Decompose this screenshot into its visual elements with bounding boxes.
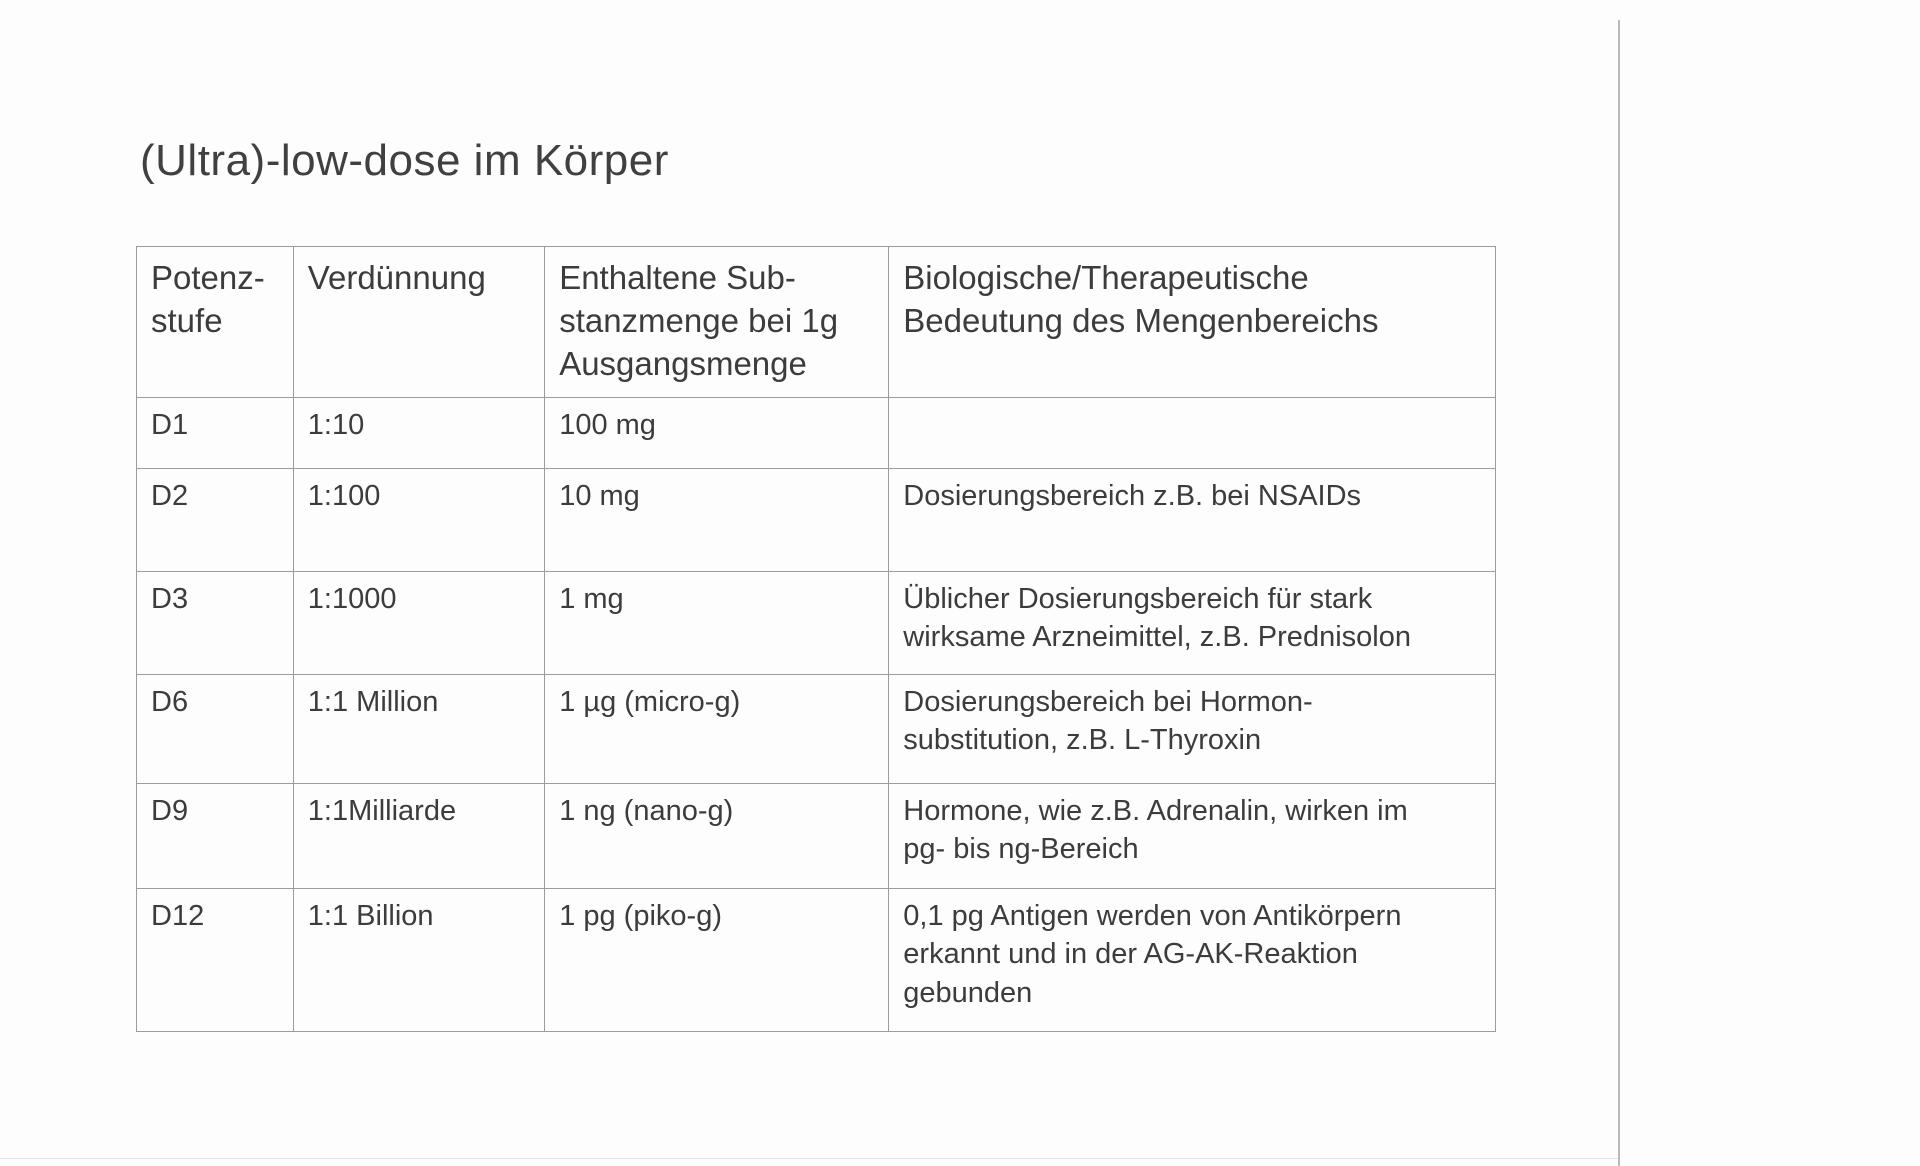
cell-verduennung: 1:1000: [293, 572, 544, 675]
cell-bedeutung: Dosierungsbereich bei Hormon- substitution, z.B. L-Thyroxin: [889, 675, 1496, 784]
table-row: [137, 572, 1496, 675]
cell-potenz: D2: [137, 469, 294, 572]
cell-bedeutung: Üblicher Dosierungsbereich für stark wirksame Arzneimittel, z.B. Prednisolon: [889, 572, 1496, 675]
page-title: (Ultra)-low-dose im Körper: [140, 136, 669, 185]
cell-verduennung: 1:10: [293, 398, 544, 469]
cell-verduennung: 1:1 Million: [293, 675, 544, 784]
table-header-row: [137, 247, 1496, 398]
header-bedeutung: Biologische/Therapeutische Bedeutung des Mengenbereichs: [889, 247, 1496, 398]
cell-bedeutung: [889, 398, 1496, 469]
cell-bedeutung: Dosierungsbereich z.B. bei NSAIDs: [889, 469, 1496, 572]
cell-potenz: D6: [137, 675, 294, 784]
cell-verduennung: 1:1 Billion: [293, 889, 544, 1032]
table-row: [137, 675, 1496, 784]
cell-menge: 10 mg: [545, 469, 889, 572]
cell-bedeutung: Hormone, wie z.B. Adrenalin, wirken im pg- bis ng-Bereich: [889, 784, 1496, 889]
cell-potenz: D1: [137, 398, 294, 469]
table-row: [137, 398, 1496, 469]
cell-bedeutung: 0,1 pg Antigen werden von Antikörpern erkannt und in der AG-AK-Reaktion gebunden: [889, 889, 1496, 1032]
table-row: [137, 469, 1496, 572]
table-row: [137, 784, 1496, 889]
page-edge-rule: [1618, 20, 1620, 1166]
cell-potenz: D3: [137, 572, 294, 675]
cell-verduennung: 1:100: [293, 469, 544, 572]
header-verduennung: Verdünnung: [293, 247, 544, 398]
table-row: [137, 889, 1496, 1032]
cell-verduennung: 1:1Milliarde: [293, 784, 544, 889]
cell-menge: 1 mg: [545, 572, 889, 675]
cell-potenz: D9: [137, 784, 294, 889]
cell-menge: 100 mg: [545, 398, 889, 469]
cell-menge: 1 ng (nano-g): [545, 784, 889, 889]
cell-potenz: D12: [137, 889, 294, 1032]
header-substanzmenge: Enthaltene Sub- stanzmenge bei 1g Ausgangsmenge: [545, 247, 889, 398]
dose-table: [136, 246, 1496, 1032]
cell-menge: 1 µg (micro-g): [545, 675, 889, 784]
page-bottom-rule: [0, 1158, 1618, 1159]
header-potenz: Potenz- stufe: [137, 247, 294, 398]
cell-menge: 1 pg (piko-g): [545, 889, 889, 1032]
